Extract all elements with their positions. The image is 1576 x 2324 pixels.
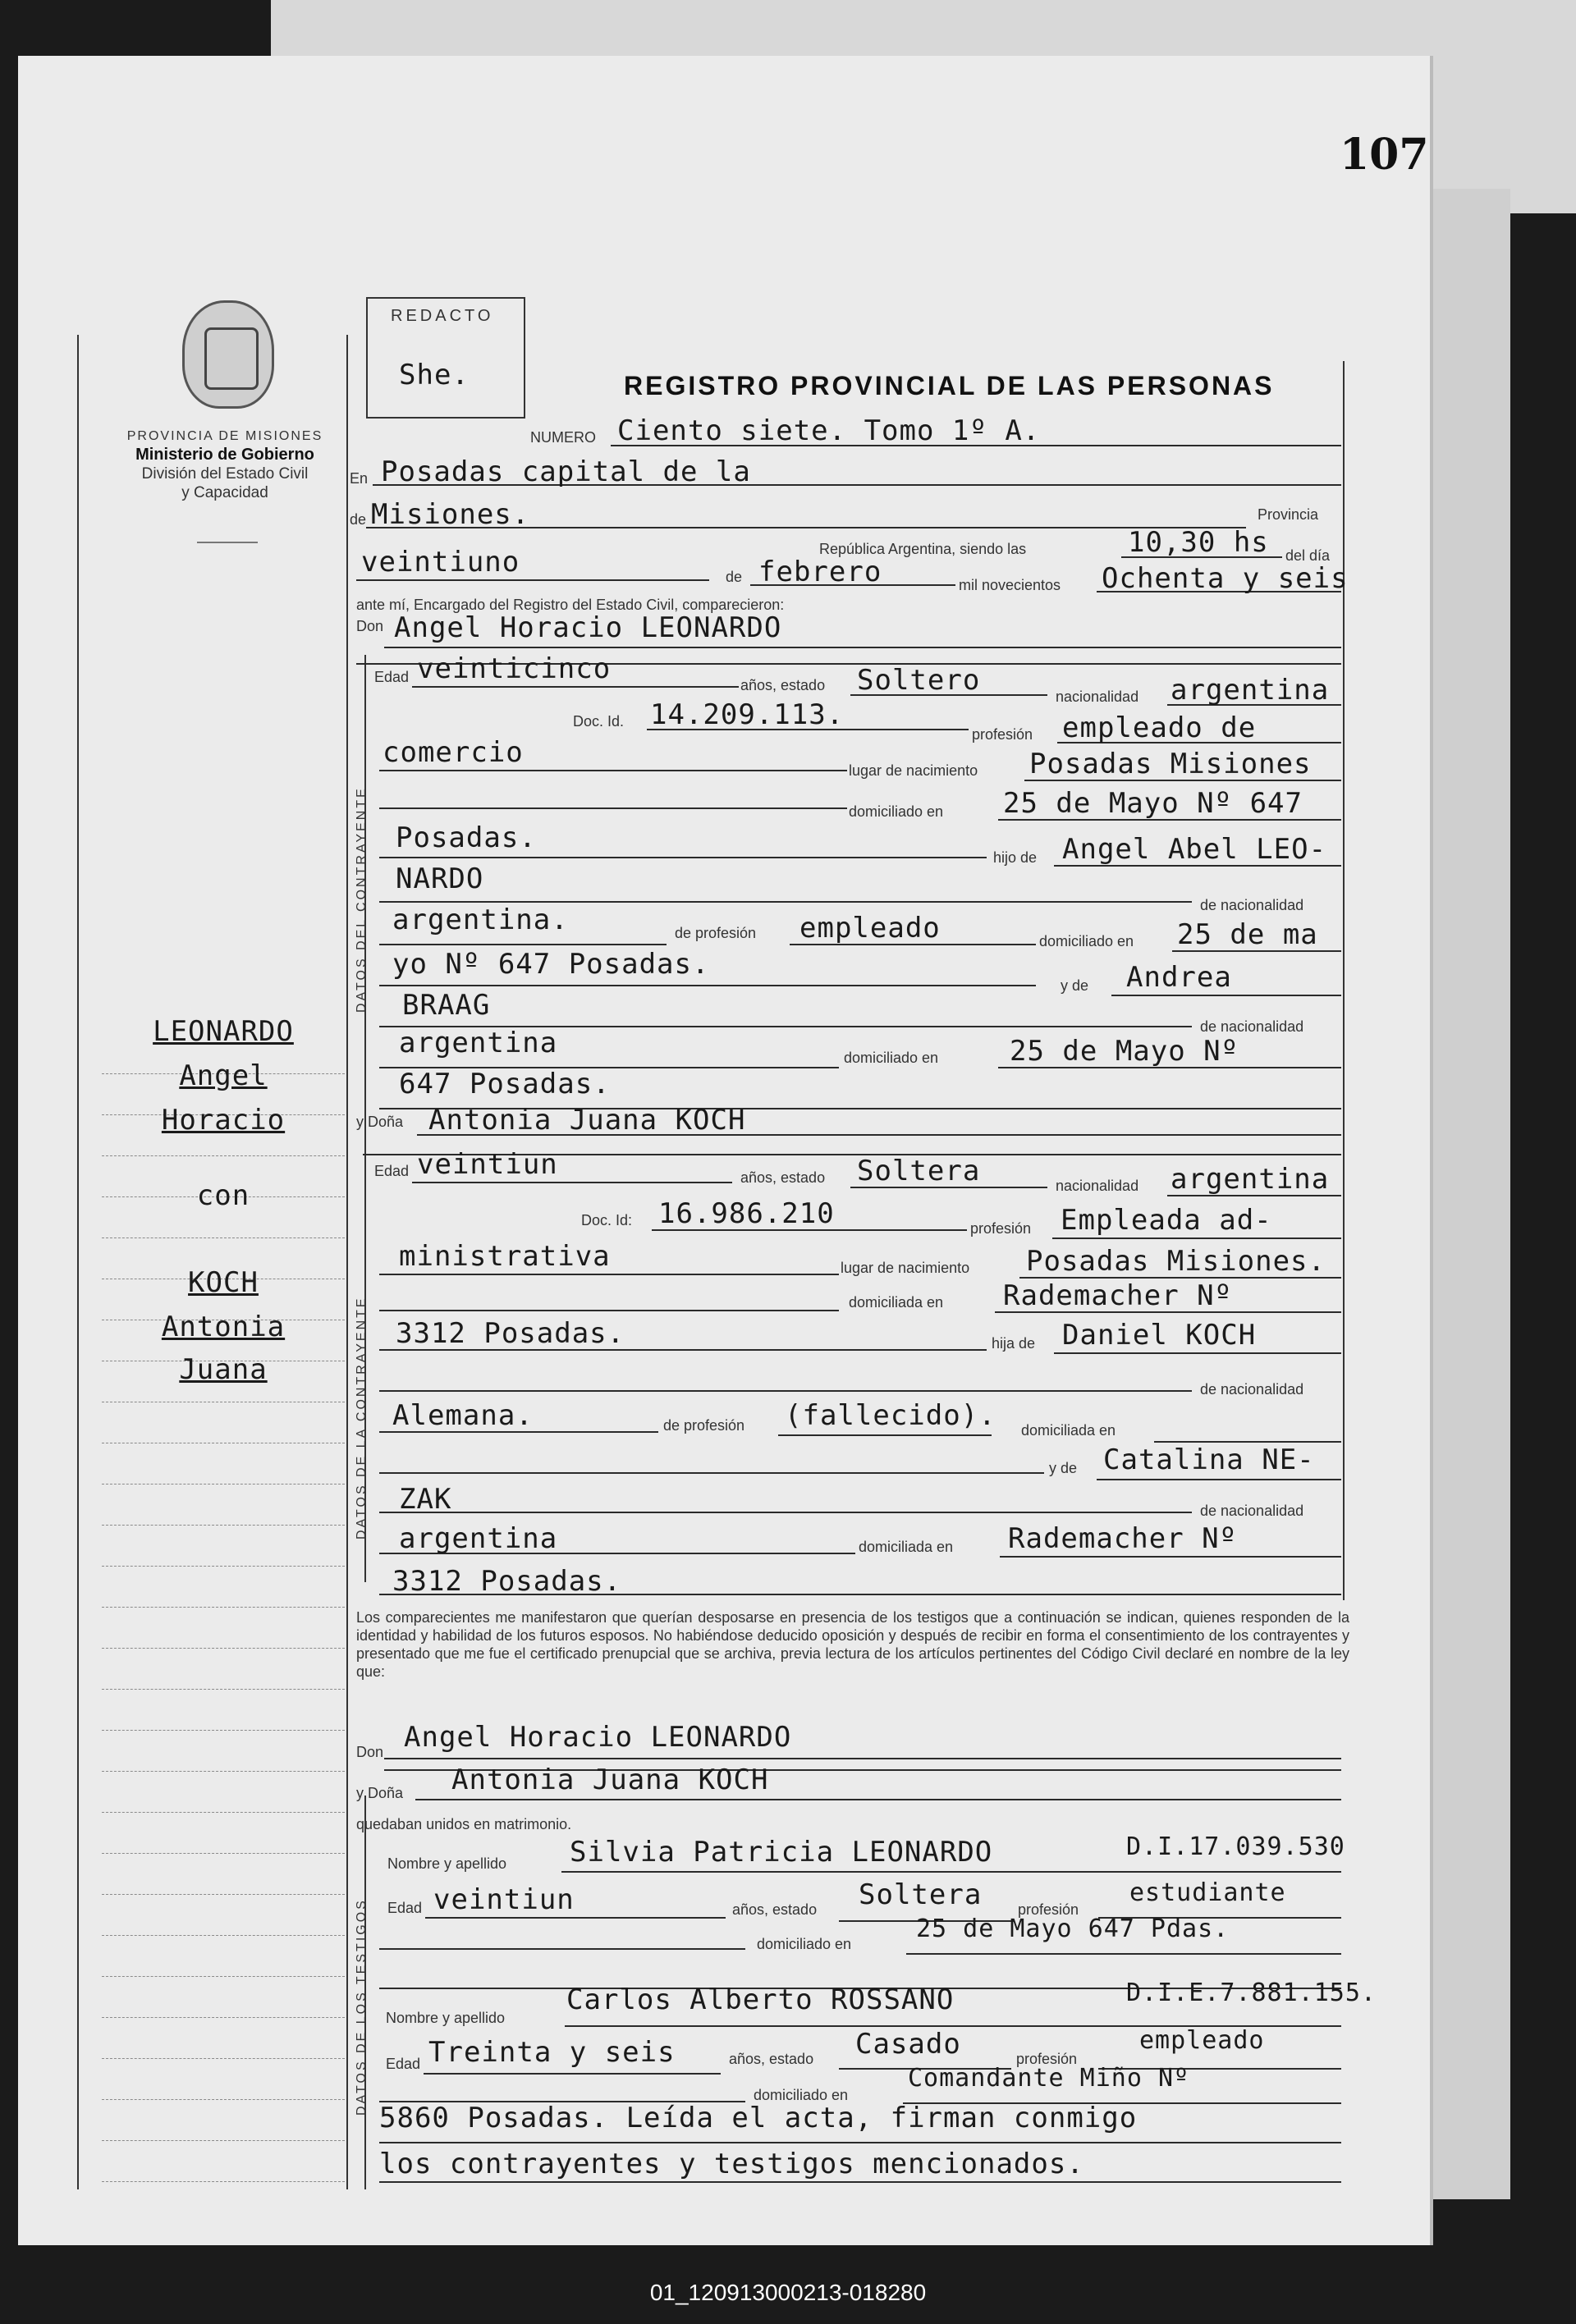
don-label: Don: [356, 618, 384, 634]
testigo-edad-value: veintiun: [433, 1883, 575, 1916]
padre-profesion-value: (fallecido).: [785, 1399, 996, 1432]
margin-line: [102, 1648, 345, 1649]
dia-value: veintiuno: [361, 546, 520, 579]
agency-province: PROVINCIA DE MISIONES: [126, 429, 323, 443]
margin-line: [102, 1935, 345, 1936]
registry-title: REGISTRO PROVINCIAL DE LAS PERSONAS: [624, 371, 1275, 400]
madre-domicilio-value: 25 de Mayo Nº: [1010, 1035, 1239, 1068]
redacto-box: [366, 297, 525, 419]
hija-de-label: hija de: [992, 1335, 1036, 1352]
lugar-nacimiento-label: lugar de nacimiento: [849, 762, 978, 779]
margin-line: [102, 1607, 345, 1608]
profesion-label: profesión: [970, 1220, 1032, 1237]
testigo-nombre-value: Carlos Alberto ROSSANO: [566, 1983, 955, 2016]
margin-line: [102, 1525, 345, 1526]
margin-note-surname: KOCH: [188, 1266, 259, 1299]
profesion-value: Empleada ad-: [1061, 1204, 1272, 1237]
closing-text: 5860 Posadas. Leída el acta, firman conmigo: [379, 2102, 1138, 2134]
margin-line: [102, 1894, 345, 1895]
testigo-dom-pre-line: [379, 2073, 745, 2102]
margin-line: [102, 1853, 345, 1854]
de-value: Misiones.: [371, 498, 530, 531]
padre-nacionalidad-value: argentina.: [392, 904, 569, 936]
margin-note-name: Horacio: [161, 1104, 286, 1137]
mil-label: mil novecientos: [959, 577, 1061, 593]
padre-value-cont: NARDO: [396, 862, 484, 895]
redacto-value: She.: [399, 359, 470, 391]
don-value: Angel Horacio LEONARDO: [404, 1721, 792, 1754]
margin-line: [102, 1812, 345, 1813]
de-profesion-label: de profesión: [663, 1417, 745, 1434]
testigo-dom-pre-line: [379, 1922, 745, 1950]
anos-estado-label: años, estado: [729, 2051, 814, 2067]
agency-division: División del Estado Civil: [141, 465, 309, 483]
madre-value-cont: ZAK: [399, 1483, 452, 1516]
madre-value: Andrea: [1126, 961, 1232, 994]
testigo-nombre-value: Silvia Patricia LEONARDO: [570, 1836, 993, 1869]
lugar-nacimiento-label: lugar de nacimiento: [841, 1260, 970, 1276]
testigo-estado-value: Casado: [855, 2028, 961, 2061]
doc-value: 16.986.210: [658, 1197, 835, 1230]
contrayente-section-label: DATOS DEL CONTRAYENTE: [355, 786, 369, 1013]
de-profesion-label: de profesión: [675, 925, 757, 941]
edad-value: veinticinco: [417, 652, 612, 685]
testigos-section-label: DATOS DE LOS TESTIGOS: [355, 1898, 369, 2116]
domicilio-value: 25 de Mayo Nº 647: [1003, 787, 1303, 820]
edad-label: Edad: [387, 1900, 423, 1916]
margin-line: [102, 2017, 345, 2018]
edad-label: Edad: [374, 669, 410, 685]
testigo-doc-value: D.I.17.039.530: [1126, 1832, 1345, 1861]
y-de-label: y de: [1061, 977, 1089, 994]
quedaban-text: quedaban unidos en matrimonio.: [356, 1816, 572, 1832]
coat-of-arms-seal: [182, 300, 274, 409]
document-page: [18, 56, 1430, 2245]
lugar-value: Posadas Misiones: [1029, 748, 1312, 780]
domicilio-value: Rademacher Nº: [1003, 1279, 1233, 1312]
dona-label: y Doña: [356, 1114, 404, 1130]
y-de-label: y de: [1049, 1460, 1078, 1476]
don-label: Don: [356, 1744, 384, 1760]
numero-label: NUMERO: [530, 429, 596, 446]
madre-cont-line: [379, 1000, 1192, 1027]
madre-domicilio-value-cont: 3312 Posadas.: [392, 1565, 622, 1598]
margin-line: [102, 2058, 345, 2059]
profesion-value-cont: ministrativa: [399, 1240, 611, 1273]
domiciliado-label: domiciliado en: [757, 1936, 852, 1952]
margin-line: [102, 1976, 345, 1977]
edad-value: veintiun: [417, 1148, 558, 1181]
nacionalidad-label: nacionalidad: [1056, 1178, 1139, 1194]
padre-value: Daniel KOCH: [1062, 1319, 1257, 1352]
margin-note-surname: LEONARDO: [153, 1015, 294, 1048]
padre-dom-cont-line: [379, 1446, 1044, 1474]
legal-paragraph: Los comparecientes me manifestaron que querían desposarse en presencia de los testigos que a continuación se indican, quienes responden de la identidad y habilidad de los futuros esposos. No habiéndose deducido oposición y después de recibir en forma el consentimiento de los contrayentes y presentado que me fue el certificado prenupcial que se archiva, previa lectura de los artículos pertinentes del Código Civil declaré en nombre de la ley que:: [356, 1609, 1349, 1680]
margin-line: [102, 1730, 345, 1731]
de-nacionalidad-label: de nacionalidad: [1200, 1503, 1304, 1519]
madre-domiciliada-label: domiciliada en: [859, 1539, 954, 1555]
madre-cont-line: [379, 1483, 1192, 1516]
contrayente-section-label: DATOS DE LA CONTRAYENTE: [355, 1296, 369, 1539]
margin-note-name: Angel: [179, 1059, 268, 1092]
redacto-label: REDACTO: [391, 307, 494, 325]
padre-cont-line: [379, 1364, 1192, 1392]
domiciliado-label: domiciliado en: [849, 803, 944, 820]
testigo-domicilio-value: 25 de Mayo 647 Pdas.: [916, 1915, 1230, 1943]
anos-estado-label: años, estado: [732, 1901, 818, 1918]
margin-line: [102, 2099, 345, 2100]
don-value: Angel Horacio LEONARDO: [394, 611, 782, 644]
de2-label: de: [726, 569, 743, 585]
padre-profesion-value: empleado: [799, 912, 941, 945]
margin-line: [102, 1484, 345, 1485]
padre-dom-line: [1154, 1415, 1341, 1443]
testigo-edad-value: Treinta y seis: [428, 2036, 676, 2069]
madre-domicilio-value: Rademacher Nº: [1008, 1522, 1238, 1555]
testigo-estado-value: Soltera: [859, 1878, 983, 1911]
profesion-label: profesión: [1018, 1901, 1079, 1918]
mes-value: febrero: [758, 556, 882, 588]
del-dia-label: del día: [1285, 547, 1331, 564]
profesion-value: empleado de: [1062, 711, 1257, 744]
estado-value: Soltero: [857, 664, 981, 697]
dona-label: y Doña: [356, 1785, 404, 1801]
agency-division-2: y Capacidad: [181, 484, 268, 501]
margin-line: [102, 1566, 345, 1567]
nombre-apellido-label: Nombre y apellido: [386, 2010, 506, 2026]
hijo-de-label: hijo de: [993, 849, 1038, 866]
left-margin-rule: [77, 335, 79, 2189]
madre-value: Catalina NE-: [1103, 1443, 1315, 1476]
agency-rule: [197, 542, 258, 543]
madre-value-cont: BRAAG: [402, 989, 491, 1022]
padre-cont-line: [379, 875, 1192, 903]
profesion-value-cont: comercio: [383, 736, 524, 769]
margin-line: [102, 2181, 345, 2182]
margin-line: [102, 1771, 345, 1772]
numero-value: Ciento siete. Tomo 1º A.: [617, 414, 1041, 447]
form-left-rule: [346, 335, 348, 2189]
closing-text-2: los contrayentes y testigos mencionados.: [379, 2148, 1084, 2180]
de-nacionalidad-label: de nacionalidad: [1200, 1018, 1304, 1035]
en-value: Posadas capital de la: [381, 455, 751, 488]
de-nacionalidad-label: de nacionalidad: [1200, 897, 1304, 913]
margin-note-conjunction: con: [196, 1179, 250, 1212]
domicilio-pre-line: [379, 1283, 839, 1311]
testigo-doc-value: D.I.E.7.881.155.: [1126, 1979, 1377, 2007]
padre-domiciliado-label: domiciliado en: [1039, 933, 1134, 949]
margin-note-name: Juana: [179, 1353, 268, 1386]
en-label: En: [350, 470, 369, 487]
domiciliada-label: domiciliada en: [849, 1294, 944, 1311]
madre-nacionalidad-value: argentina: [399, 1027, 558, 1059]
page-number: 107: [1340, 130, 1429, 180]
anos-estado-label: años, estado: [740, 677, 826, 693]
agency-block: [100, 427, 350, 502]
nacionalidad-label: nacionalidad: [1056, 689, 1139, 705]
testigo-profesion-value: empleado: [1139, 2026, 1265, 2055]
estado-value: Soltera: [857, 1155, 981, 1187]
sheet-id: 01_120913000213-018280: [649, 2280, 927, 2305]
padre-domicilio-value: 25 de ma: [1177, 918, 1318, 951]
provincia-label: Provincia: [1258, 506, 1319, 523]
margin-line: [102, 1689, 345, 1690]
margin-note-name: Antonia: [161, 1311, 286, 1343]
nacionalidad-value: argentina: [1171, 674, 1330, 707]
padre-value: Angel Abel LEO-: [1062, 833, 1327, 866]
doc-label: Doc. Id.: [573, 713, 625, 730]
margin-line: [102, 2140, 345, 2141]
ante-label: ante mí, Encargado del Registro del Estado Civil, comparecieron:: [356, 597, 785, 613]
hora-value: 10,30 hs: [1128, 526, 1269, 559]
agency-ministry: Ministerio de Gobierno: [135, 446, 314, 464]
doc-value: 14.209.113.: [650, 698, 845, 731]
edad-label: Edad: [374, 1163, 410, 1179]
form-right-rule: [1343, 361, 1345, 1600]
madre-domiciliado-label: domiciliado en: [844, 1050, 939, 1066]
nombre-apellido-label: Nombre y apellido: [387, 1855, 507, 1872]
republica-label: República Argentina, siendo las: [819, 541, 1027, 557]
anos-estado-label: años, estado: [740, 1169, 826, 1186]
padre-domiciliada-label: domiciliada en: [1021, 1422, 1116, 1439]
padre-domicilio-value-cont: yo Nº 647 Posadas.: [392, 948, 710, 981]
doc-label: Doc. Id:: [581, 1212, 633, 1228]
dona-value: Antonia Juana KOCH: [451, 1764, 769, 1796]
de-nacionalidad-label: de nacionalidad: [1200, 1381, 1304, 1398]
lugar-value: Posadas Misiones.: [1026, 1245, 1326, 1278]
profesion-label: profesión: [972, 726, 1033, 743]
anio-value: Ochenta y seis: [1102, 562, 1349, 595]
domiciliado-label: domiciliado en: [754, 2087, 849, 2103]
domicilio-pre-line: [379, 785, 847, 809]
profesion-label: profesión: [1016, 2051, 1078, 2067]
padre-nacionalidad-value: Alemana.: [392, 1399, 534, 1432]
domicilio-value-cont: Posadas.: [396, 821, 537, 854]
edad-label: Edad: [386, 2056, 421, 2072]
margin-line: [102, 1155, 345, 1156]
de-label: de: [350, 511, 367, 528]
dona-value: Antonia Juana KOCH: [428, 1104, 746, 1137]
margin-line: [102, 1237, 345, 1238]
nacionalidad-value: argentina: [1171, 1163, 1330, 1196]
testigo-domicilio-value: Comandante Miño Nº: [908, 2064, 1190, 2093]
testigo-profesion-value: estudiante: [1129, 1878, 1286, 1907]
madre-domicilio-value-cont: 647 Posadas.: [399, 1068, 611, 1100]
madre-nacionalidad-value: argentina: [399, 1522, 558, 1555]
domicilio-value-cont: 3312 Posadas.: [396, 1317, 625, 1350]
